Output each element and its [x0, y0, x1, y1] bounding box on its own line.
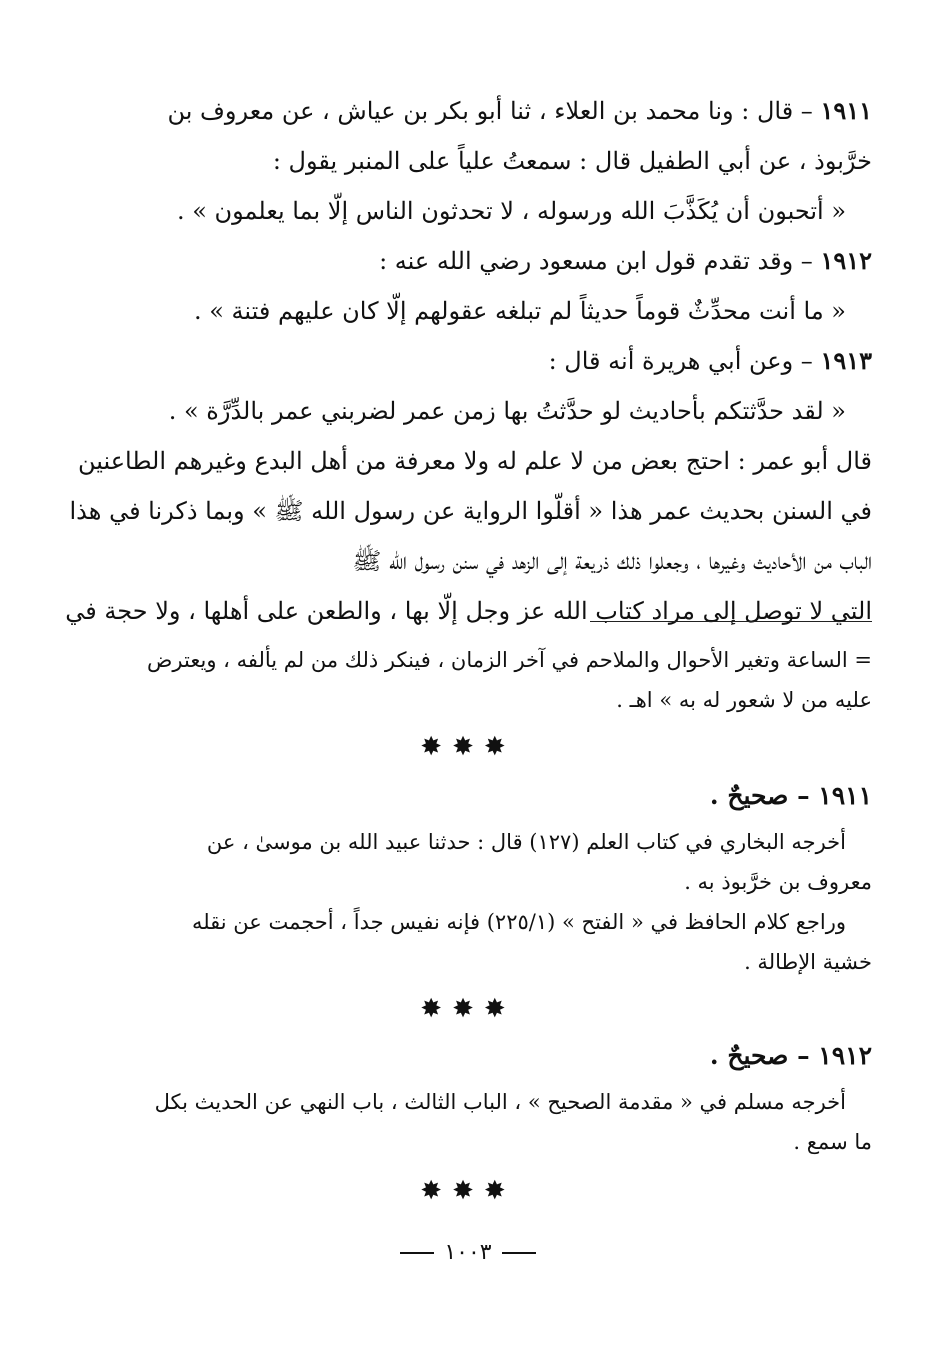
footnote-continuation — [147, 640, 872, 720]
takhrij-line: وراجع كلام الحافظ في « الفتح » (٢٢٥/١) فإنه نفيس جداً ، أحجمت عن نقله — [191, 910, 846, 934]
star-ornament-icon: ✸ — [483, 1176, 516, 1206]
takhrij-1912 — [154, 1036, 872, 1162]
takhrij-line: معروف بن خرَّبوذ به . — [684, 870, 872, 894]
star-ornament-icon: ✸ — [483, 994, 516, 1024]
star-ornament-icon: ✸ — [420, 732, 453, 762]
footnote-separator — [590, 621, 872, 622]
takhrij-line: ما سمع . — [793, 1130, 872, 1154]
star-ornament-icon: ✸ — [483, 732, 516, 762]
hadith-1913-line — [176, 336, 872, 386]
hadith-text: – وعن أبي هريرة أنه قال : — [548, 347, 821, 375]
hadith-1912-line — [176, 236, 872, 286]
star-ornament-icon: ✸ — [452, 732, 484, 762]
hadith-1913-quote: « لقد حدَّثتكم بأحاديث لو حدَّثتُ بها زمن عمر لضربني عمر بالدِّرَّة » . — [168, 397, 846, 425]
page-number-value: ١٠٠٣ — [444, 1240, 492, 1265]
hadith-1912-quote: « ما أنت محدِّثٌ قوماً حديثاً لم تبلغه عقولهم إلّا كان عليهم فتنة » . — [193, 297, 846, 325]
takhrij-heading: ١٩١٢ – صحيحٌ . — [709, 1041, 872, 1070]
hadith-1911-line — [167, 86, 872, 136]
hadith-1911-line-2: خرَّبوذ ، عن أبي الطفيل قال : سمعتُ علياً على المنبر يقول : — [272, 147, 872, 175]
star-ornament-icon: ✸ — [420, 1176, 453, 1206]
hadith-1911-quote: « أتحبون أن يُكَذَّبَ الله ورسوله ، لا تحدثون الناس إلّا بما يعلمون » . — [176, 197, 846, 225]
hadith-number: ١٩١٣ — [820, 346, 872, 375]
hadith-number: ١٩١٢ — [820, 246, 872, 275]
hadith-number: ١٩١١ — [820, 96, 872, 125]
commentary-line: الباب من الأحاديث وغيرها ، وجعلوا ذلك ذريعة إلى الزهد في سنن رسول الله ﷺ — [352, 547, 872, 575]
star-ornament-icon: ✸ — [420, 994, 453, 1024]
footnote-line: عليه من لا شعور له به » اهـ . — [616, 688, 872, 712]
star-ornament-icon: ✸ — [452, 994, 484, 1024]
section-divider — [0, 994, 936, 1024]
takhrij-line: خشية الإطالة . — [744, 950, 872, 974]
section-divider — [0, 1176, 936, 1206]
takhrij-1911 — [176, 776, 872, 982]
commentary-line: التي لا توصل إلى مراد كتاب الله عز وجل إلّا بها ، والطعن على أهلها ، ولا حجة في — [65, 597, 872, 625]
footnote-line: = الساعة وتغير الأحوال والملاحم في آخر الزمان ، فينكر ذلك من لم يألفه ، ويعترض — [147, 648, 872, 672]
main-text — [65, 86, 872, 636]
takhrij-line: أخرجه البخاري في كتاب العلم (١٢٧) قال : حدثنا عبيد الله بن موسىٰ ، عن — [206, 830, 846, 854]
section-divider — [0, 732, 936, 762]
commentary-line: في السنن بحديث عمر هذا « أقلّوا الرواية عن رسول الله ﷺ » وبما ذكرنا في هذا — [69, 497, 872, 525]
dash-left — [400, 1252, 434, 1254]
takhrij-line: أخرجه مسلم في « مقدمة الصحيح » ، الباب الثالث ، باب النهي عن الحديث بكل — [154, 1090, 846, 1114]
hadith-text: – وقد تقدم قول ابن مسعود رضي الله عنه : — [379, 247, 821, 275]
page-number — [0, 1238, 936, 1268]
commentary-line: قال أبو عمر : احتج بعض من لا علم له ولا معرفة من أهل البدع وغيرهم الطاعنين — [77, 447, 872, 475]
dash-right — [502, 1252, 536, 1254]
takhrij-heading: ١٩١١ – صحيحٌ . — [709, 781, 872, 810]
hadith-text: – قال : ونا محمد بن العلاء ، ثنا أبو بكر بن عياش ، عن معروف بن — [167, 97, 821, 125]
star-ornament-icon: ✸ — [452, 1176, 484, 1206]
